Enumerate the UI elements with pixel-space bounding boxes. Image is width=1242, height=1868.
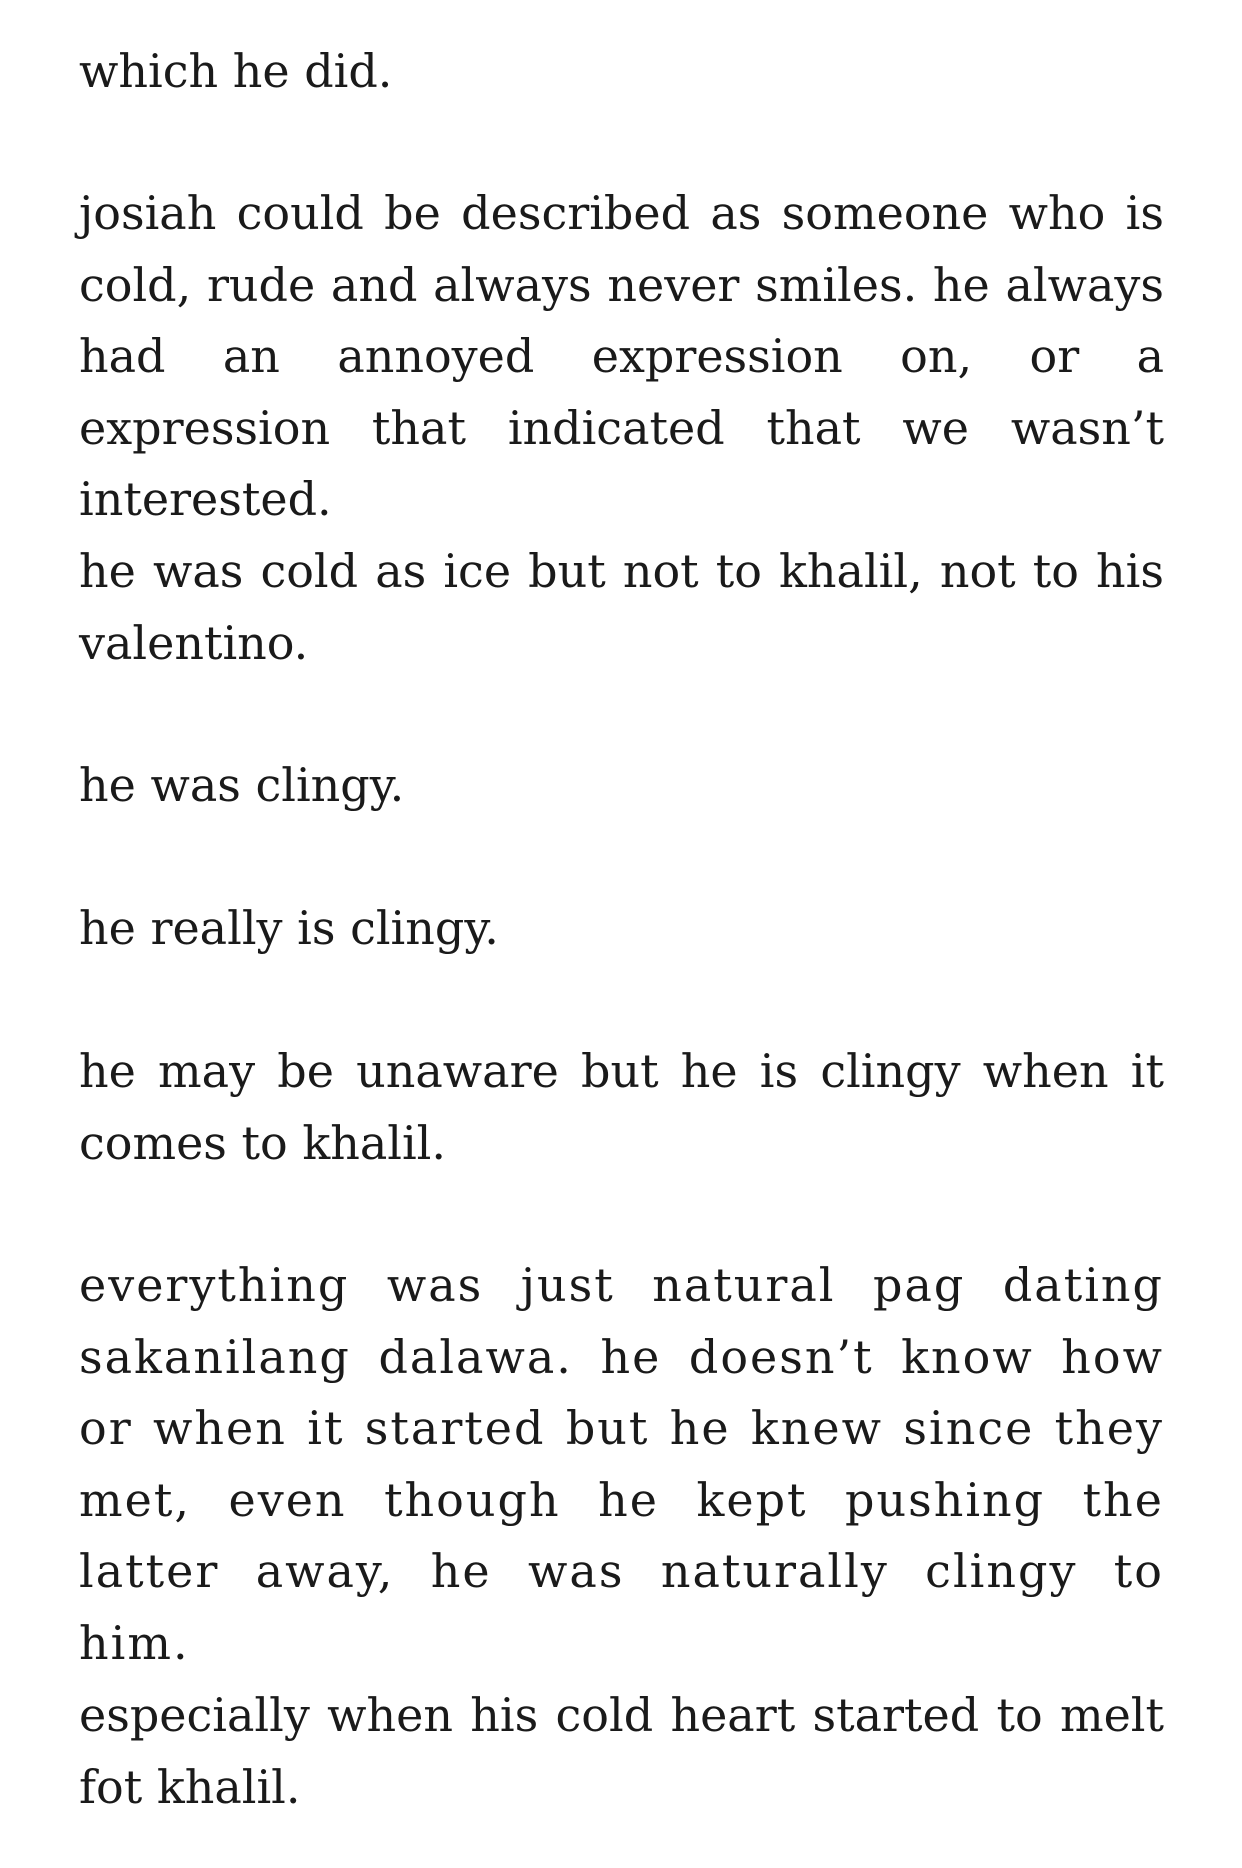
paragraph: josiah could be described as someone who is cold, rude and always never smiles. he always had an annoyed expression on, or a expression that indicated that we wasn’t interested. <box>79 186 1164 527</box>
paragraph: he was cold as ice but not to khalil, not to his valentino. <box>79 544 1164 670</box>
paragraph: especially when his cold heart started to melt fot khalil. <box>79 1688 1164 1814</box>
paragraph: he was clingy. <box>79 758 405 812</box>
paragraph: he really is clingy. <box>79 901 499 955</box>
paragraph: which he did. <box>79 44 393 98</box>
paragraph: everything was just natural pag dating sakanilang dalawa. he doesn’t know how or when it started but he knew since they met, even though he kept pushing the latter away, he was naturally clingy to him. <box>79 1258 1164 1670</box>
paragraph: he may be unaware but he is clingy when it comes to khalil. <box>79 1044 1164 1170</box>
